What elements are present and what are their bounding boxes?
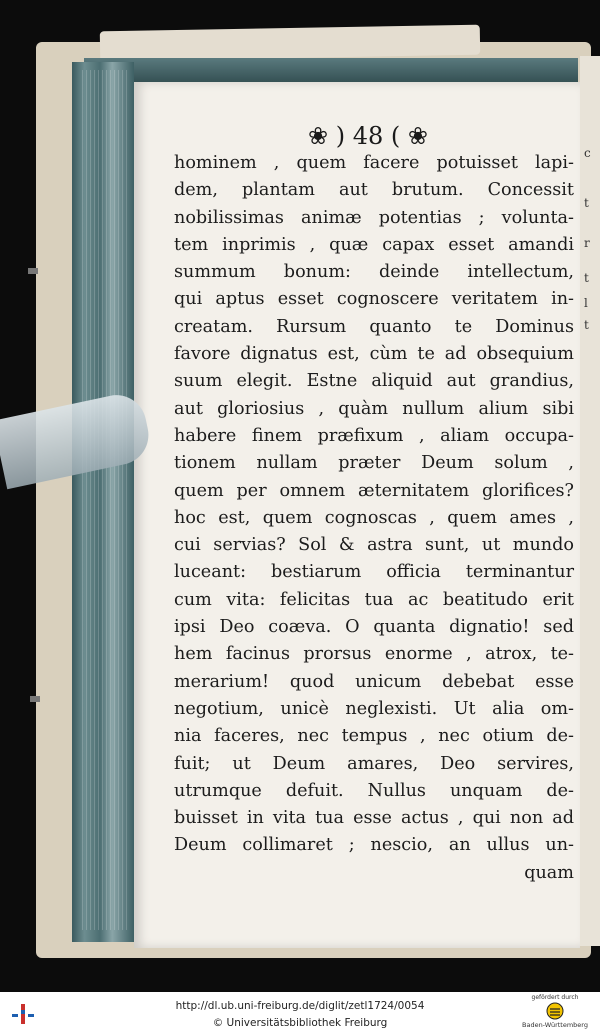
catchword: quam (524, 862, 574, 883)
text-line: ipsi Deo coæva. O quanta dignatio! sed (174, 617, 574, 638)
margin-glyph: r (584, 236, 590, 250)
text-line: habere finem præfixum , aliam occupa- (174, 425, 574, 446)
copyright-text: © Universitätsbibliothek Freiburg (212, 1017, 388, 1029)
text-line: tem inprimis , quæ capax esset amandi (174, 234, 574, 255)
text-line: quem per omnem æternitatem glorifices? (174, 480, 574, 501)
margin-glyph: t (584, 318, 589, 332)
margin-glyph: t (584, 196, 589, 210)
text-line: summum bonum: deinde intellectum, (174, 262, 574, 283)
text-line: buisset in vita tua esse actus , qui non ad (174, 808, 574, 829)
text-line: negotium, unicè neglexisti. Ut alia om- (174, 698, 574, 719)
text-line: favore dignatus est, cùm te ad obsequium (174, 344, 574, 365)
text-line: nobilissimas animæ potentias ; volunta- (174, 207, 574, 228)
text-line: hem facinus prorsus enorme , atrox, te- (174, 644, 574, 665)
text-line: cum vita: felicitas tua ac beatitudo erit (174, 589, 574, 610)
page-number-header: ❀ ) 48 ( ❀ (308, 122, 428, 150)
margin-glyph: l (584, 296, 588, 310)
margin-glyph: t (584, 271, 589, 285)
text-line: hominem , quem facere potuisset lapi- (174, 153, 574, 173)
clasp-pin (28, 268, 38, 274)
text-line: merarium! quod unicum debebat esse (174, 671, 574, 692)
text-line: utrumque defuit. Nullus unquam de- (174, 780, 574, 801)
text-line: fuit; ut Deum amares, Deo servires, (174, 753, 574, 774)
page-edge-lines (82, 70, 130, 930)
source-url-link[interactable]: http://dl.ub.uni-freiburg.de/diglit/zetl1724/0054 (175, 1000, 425, 1012)
facing-page-strip (580, 56, 600, 946)
text-line: qui aptus esset cognoscere veritatem in- (174, 289, 574, 310)
text-line: hoc est, quem cognoscas , quem ames , (174, 507, 574, 528)
state-seal-icon (546, 1002, 564, 1020)
text-line: tionem nullam præter Deum solum , (174, 453, 574, 474)
text-line: suum elegit. Estne aliquid aut grandius, (174, 371, 574, 392)
text-line: Deum collimaret ; nescio, an ullus un- (174, 835, 574, 856)
viewer-footer (0, 992, 600, 1035)
text-line: dem, plantam aut brutum. Concessit (174, 180, 574, 201)
sponsor-name: Baden-Württemberg (522, 1021, 588, 1029)
text-line: aut gloriosius , quàm nullum alium sibi (174, 398, 574, 419)
clasp-pin (30, 696, 40, 702)
text-line: creatam. Rursum quanto te Dominus (174, 316, 574, 337)
text-line: luceant: bestiarum officia terminantur (174, 562, 574, 583)
text-line: cui servias? Sol & astra sunt, ut mundo (174, 535, 574, 556)
sponsor-caption: gefördert durch (531, 994, 579, 1001)
page-text (174, 150, 574, 887)
margin-glyph: c (584, 146, 591, 160)
text-line: nia faceres, nec tempus , nec otium de- (174, 726, 574, 747)
sponsor-badge (515, 994, 595, 1034)
